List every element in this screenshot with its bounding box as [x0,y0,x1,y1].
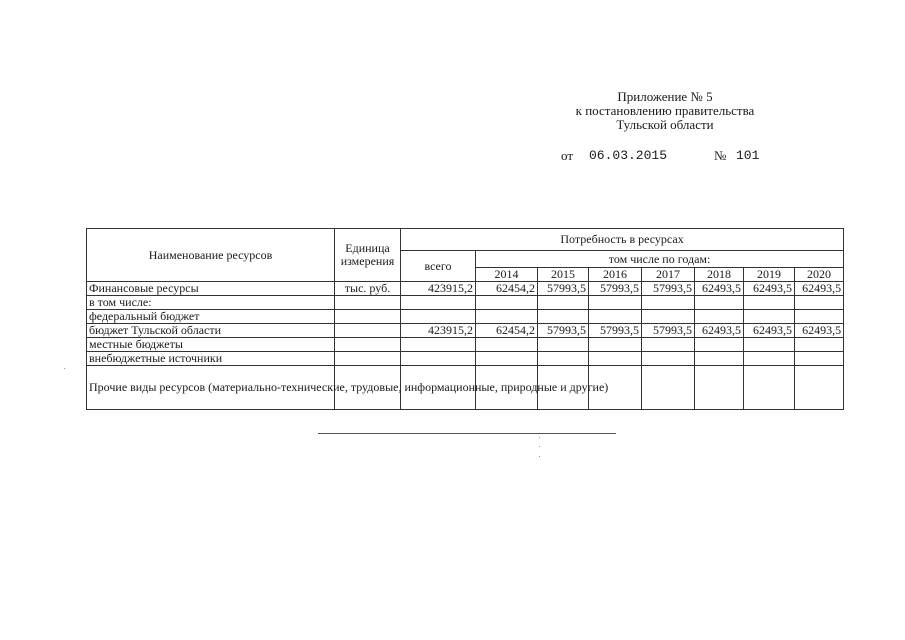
year-value-cell [744,338,795,352]
year-value-cell [476,352,538,366]
closing-rule [318,433,616,434]
number-label: № [714,148,727,163]
year-value-cell: 57993,5 [642,324,695,338]
table-row [87,282,844,296]
unit-cell: тыс. руб. [335,282,401,296]
year-value-cell [695,338,744,352]
year-value-cell [538,338,589,352]
year-value-cell [589,338,642,352]
year-value-cell [538,352,589,366]
year-value-cell: 57993,5 [589,324,642,338]
year-value-cell: 62454,2 [476,282,538,296]
year-value-cell [589,352,642,366]
year-header: 2018 [695,268,744,282]
year-value-cell [795,352,844,366]
year-value-cell: 62493,5 [744,282,795,296]
year-header: 2017 [642,268,695,282]
year-value-cell: 62493,5 [695,282,744,296]
table-row [87,338,844,352]
table-row [87,310,844,324]
table-row [87,352,844,366]
unit-cell [335,352,401,366]
column-header-unit: Единица измерения [335,229,401,282]
resource-needs-table [86,228,844,410]
year-header: 2020 [795,268,844,282]
year-header: 2019 [744,268,795,282]
year-value-cell [744,366,795,410]
year-value-cell [695,366,744,410]
year-value-cell [589,310,642,324]
year-value-cell [538,310,589,324]
scan-speck [539,446,540,447]
unit-cell [335,296,401,310]
column-header-resource-need: Потребность в ресурсах [401,229,844,251]
resolution-date: 06.03.2015 [589,148,668,163]
appendix-title: Приложение № 5 [617,89,713,104]
total-cell: 423915,2 [401,282,476,296]
column-header-by-years: том числе по годам: [476,251,844,268]
scan-speck [539,437,540,438]
year-header: 2016 [589,268,642,282]
table-row [87,324,844,338]
resource-name-cell: Финансовые ресурсы [87,282,335,296]
year-value-cell: 62454,2 [476,324,538,338]
unit-cell [335,338,401,352]
column-header-resource-name: Наименование ресурсов [87,229,335,282]
total-cell [401,296,476,310]
year-value-cell: 57993,5 [538,282,589,296]
year-value-cell [642,338,695,352]
year-value-cell [695,352,744,366]
table-row [87,296,844,310]
year-value-cell [642,310,695,324]
year-value-cell: 57993,5 [589,282,642,296]
date-from-label: от [561,148,574,163]
year-value-cell [642,296,695,310]
resolution-number: 101 [736,148,760,163]
resource-name-cell: Прочие виды ресурсов (материально-технические, трудовые, информационные, природные и другие) [87,366,335,410]
total-cell: 423915,2 [401,324,476,338]
year-value-cell: 62493,5 [795,282,844,296]
appendix-reference: к постановлению правительства [575,103,755,118]
year-value-cell [642,366,695,410]
year-value-cell [476,296,538,310]
resource-name-cell: бюджет Тульской области [87,324,335,338]
year-value-cell [795,310,844,324]
appendix-region: Тульской области [616,117,714,132]
column-header-total: всего [401,251,476,282]
year-value-cell [538,296,589,310]
year-header: 2014 [476,268,538,282]
total-cell [401,310,476,324]
unit-cell [335,310,401,324]
resource-name-cell: внебюджетные источники [87,352,335,366]
year-header: 2015 [538,268,589,282]
year-value-cell [795,366,844,410]
year-value-cell [695,296,744,310]
year-value-cell [476,310,538,324]
year-value-cell: 62493,5 [744,324,795,338]
year-value-cell: 62493,5 [795,324,844,338]
year-value-cell [744,310,795,324]
year-value-cell: 57993,5 [538,324,589,338]
table-body [87,282,844,410]
total-cell [401,352,476,366]
table-row [87,366,844,410]
year-value-cell: 62493,5 [695,324,744,338]
appendix-header [540,90,790,132]
year-value-cell [695,310,744,324]
scan-speck [64,368,65,369]
unit-cell [335,324,401,338]
total-cell [401,338,476,352]
year-value-cell [589,296,642,310]
resource-name-cell: местные бюджеты [87,338,335,352]
year-value-cell [476,338,538,352]
resource-name-cell: в том числе: [87,296,335,310]
resource-name-cell: федеральный бюджет [87,310,335,324]
year-value-cell [744,352,795,366]
year-value-cell [795,338,844,352]
year-value-cell [795,296,844,310]
year-value-cell [744,296,795,310]
year-value-cell [642,352,695,366]
year-value-cell: 57993,5 [642,282,695,296]
scan-speck [539,456,540,457]
